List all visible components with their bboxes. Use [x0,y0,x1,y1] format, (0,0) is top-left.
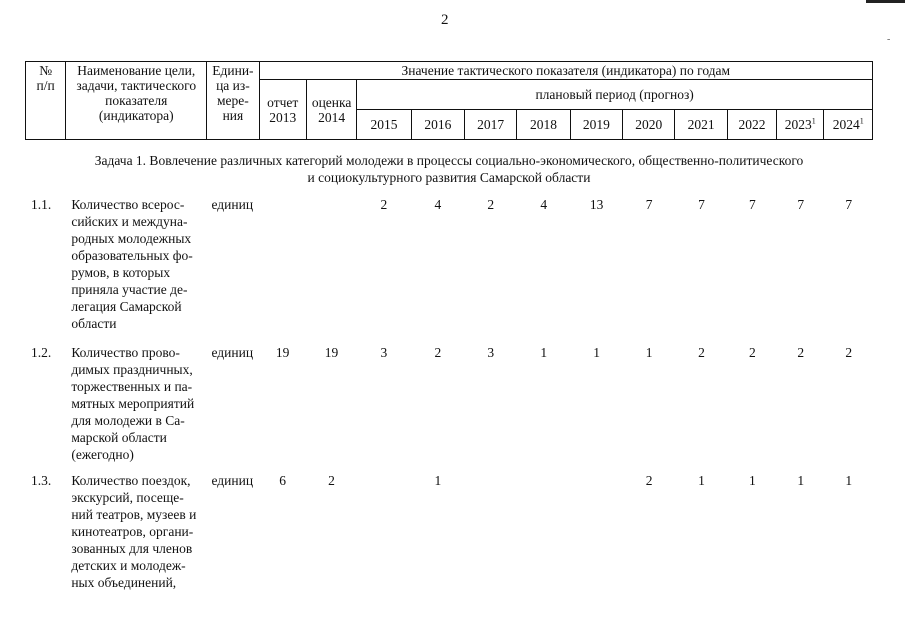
value-cell: 2 [328,473,335,488]
table-row [25,196,873,344]
unit: единиц [211,473,254,488]
header-name: Наименование цели, задачи, тактического показателя (индикатора) [66,62,207,140]
value-cell: 2 [797,345,805,360]
value-cell: 2 [749,345,756,360]
value-cell: 13 [589,197,604,212]
edge-rule [866,0,905,3]
value-cell: 1 [593,345,601,360]
indicator-name: Количество прово- димых праздничных, торжественных и па- мятных мероприятий для молодежи в Са- марской области (ежегодно) [71,345,195,462]
value-cell: 1 [645,345,653,360]
value-cell: 2 [698,345,705,360]
indicator-rows [25,196,873,591]
scan-mark: - [887,34,891,45]
header-year: 2021 [675,110,727,140]
table-row [25,344,873,472]
value-cell [517,472,570,591]
header-group-title: Значение тактического показателя (индикатора) по годам [259,62,872,80]
table-row [25,472,873,591]
footnote-mark: 1 [859,116,864,126]
value-cell: 4 [540,197,548,212]
indicator-name: Количество поездок, экскурсий, посеще- ний театров, музеев и кинотеатров, органи- зованных для членов детских и молодеж- ных объединений, [71,473,197,590]
header-report-2013: отчет 2013 [259,80,306,140]
page-number: 2 [441,12,449,28]
value-cell: 3 [380,345,388,360]
indicator-name: Количество всерос- сийских и междуна- родных молодежных образовательных фо- румов, в которых приняла участие де- легация Самарской области [71,197,193,331]
header-year: 2015 [357,110,411,140]
header-year: 2019 [570,110,622,140]
value-cell: 7 [749,197,756,212]
value-cell [259,196,306,344]
value-cell: 19 [275,345,290,360]
header-number: № п/п [26,62,66,140]
header-planned-period: плановый период (прогноз) [357,80,873,110]
value-cell: 1 [540,345,548,360]
header-year: 2024$^1$ [824,110,873,140]
value-cell: 7 [797,197,805,212]
footnote-mark: 1 [811,116,816,126]
value-cell [306,196,356,344]
value-cell: 19 [324,345,339,360]
unit: единиц [211,345,254,360]
section-title: Задача 1. Вовлечение различных категорий молодежи в процессы социально-экономического, общественно-политического и социокультурного развития Самарской области [94,153,804,185]
value-cell: 1 [749,473,756,488]
value-cell: 2 [645,473,653,488]
value-cell: 2 [380,197,388,212]
value-cell: 4 [434,197,442,212]
value-cell: 6 [279,473,286,488]
header-year: 2022 [727,110,776,140]
row-number: 1.2. [31,345,52,360]
value-cell: 1 [698,473,705,488]
value-cell: 7 [845,197,853,212]
value-cell: 2 [487,197,495,212]
value-cell: 1 [845,473,853,488]
value-cell: 7 [645,197,653,212]
header-year: 2017 [465,110,517,140]
header-year: 2016 [411,110,464,140]
value-cell [465,472,517,591]
header-year: 2018 [517,110,570,140]
row-number: 1.1. [31,197,52,212]
indicator-table-header [25,61,873,140]
value-cell [357,472,411,591]
value-cell: 1 [434,473,442,488]
header-year: 2020 [623,110,675,140]
value-cell [570,472,622,591]
header-estimate-2014: оценка 2014 [306,80,356,140]
header-unit: Едини- ца из- мере- ния [207,62,259,140]
header-year: 2023$^1$ [777,110,824,140]
unit: единиц [211,197,254,212]
value-cell: 2 [845,345,853,360]
value-cell: 1 [797,473,805,488]
row-number: 1.3. [31,473,52,488]
value-cell: 7 [698,197,705,212]
value-cell: 2 [434,345,442,360]
value-cell: 3 [487,345,495,360]
